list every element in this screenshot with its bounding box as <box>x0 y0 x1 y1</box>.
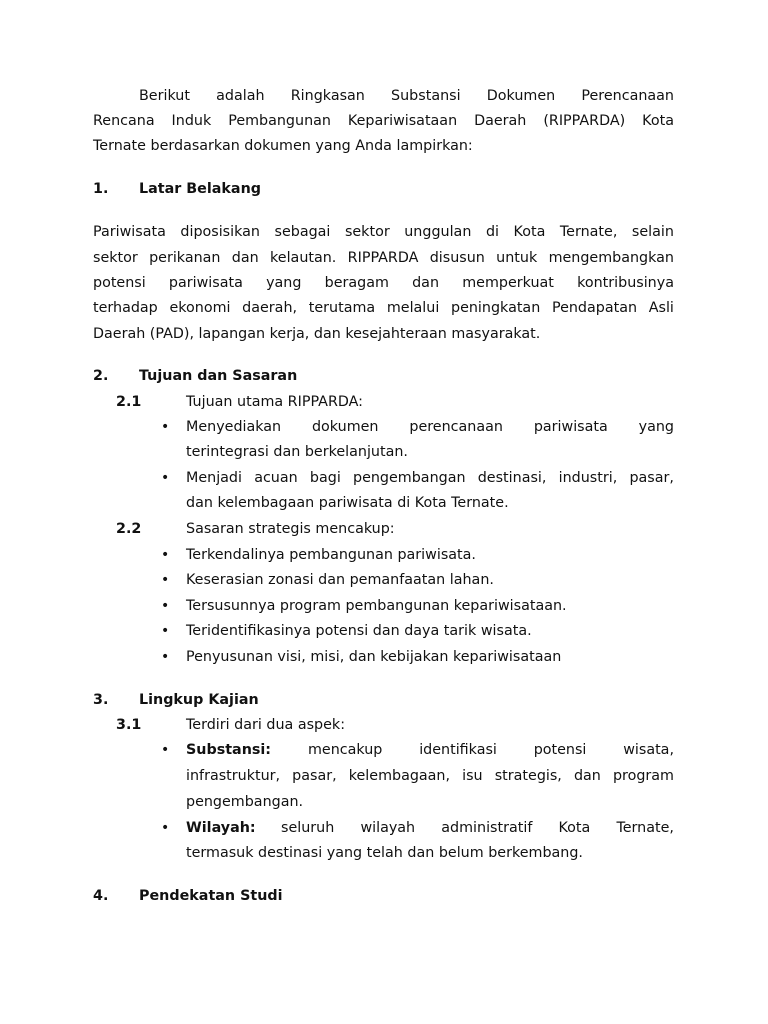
word: perikanan <box>149 250 221 266</box>
word: pengembangan <box>353 470 466 486</box>
word: destinasi, <box>477 470 547 486</box>
word: Kota <box>558 820 591 836</box>
word: daerah, <box>242 300 298 316</box>
word: melalui <box>386 300 440 316</box>
word: administratif <box>441 820 533 836</box>
word: acuan <box>254 470 298 486</box>
word: Substansi <box>391 88 461 104</box>
intro-line-1 <box>139 86 674 106</box>
word: ekonomi <box>169 300 231 316</box>
word: Dokumen <box>486 88 556 104</box>
word: kelembagaan, <box>348 768 451 784</box>
word: dan <box>573 768 601 784</box>
word: Kota <box>642 113 674 129</box>
bullet-icon: • <box>161 649 170 665</box>
word: dan <box>412 275 440 291</box>
word: Ternate, <box>559 224 618 240</box>
subsection-3-1-number: 3.1 <box>116 717 142 733</box>
word: dokumen <box>311 419 379 435</box>
word: terhadap <box>93 300 158 316</box>
word: dan <box>231 250 259 266</box>
subsection-3-1-label: Terdiri dari dua aspek: <box>186 717 346 733</box>
word: Asli <box>648 300 674 316</box>
word: Menjadi <box>186 470 242 486</box>
word: kelautan. <box>270 250 337 266</box>
word: terutama <box>308 300 376 316</box>
s3-bullet-2-line-1 <box>281 818 674 838</box>
word: sektor <box>344 224 390 240</box>
s1-paragraph-line-5: Daerah (PAD), lapangan kerja, dan kesejahteraan masyarakat. <box>93 326 541 342</box>
word: disusun <box>429 250 485 266</box>
s1-paragraph-line-4 <box>93 298 674 318</box>
word: kontribusinya <box>577 275 674 291</box>
s2-bullet-2-line-2: dan kelembagaan pariwisata di Kota Ternate. <box>186 495 509 511</box>
word: Rencana <box>93 113 155 129</box>
target-item: Terkendalinya pembangunan pariwisata. <box>186 547 476 563</box>
word: adalah <box>216 88 265 104</box>
s2-bullet-2-line-1 <box>186 468 674 488</box>
s3-bullet-1-line-3: pengembangan. <box>186 794 304 810</box>
word: Menyediakan <box>186 419 282 435</box>
word: RIPPARDA <box>347 250 419 266</box>
word: Pendapatan <box>551 300 638 316</box>
word: mencakup <box>308 742 383 758</box>
word: perencanaan <box>409 419 503 435</box>
word: Perencanaan <box>581 88 674 104</box>
word: strategis, <box>494 768 562 784</box>
s3-bullet-1-line-2 <box>186 766 674 786</box>
word: mengembangkan <box>548 250 674 266</box>
word: Kepariwisataan <box>347 113 458 129</box>
section-2-number: 2. <box>93 368 109 384</box>
s3-bullet-1-line-1 <box>308 740 674 760</box>
target-item: Teridentifikasinya potensi dan daya tarik wisata. <box>186 623 532 639</box>
word: program <box>612 768 674 784</box>
section-1-title: Latar Belakang <box>139 181 261 197</box>
word: pariwisata <box>168 275 243 291</box>
substansi-label: Substansi: <box>186 742 272 758</box>
word: potensi <box>533 742 587 758</box>
word: Ringkasan <box>290 88 365 104</box>
word: untuk <box>496 250 538 266</box>
bullet-icon: • <box>161 820 170 836</box>
word: pasar, <box>292 768 337 784</box>
word: potensi <box>93 275 146 291</box>
word: memperkuat <box>462 275 554 291</box>
section-4-title: Pendekatan Studi <box>139 888 283 904</box>
section-3-title: Lingkup Kajian <box>139 692 259 708</box>
word: beragam <box>324 275 389 291</box>
target-item: Penyusunan visi, misi, dan kebijakan kepariwisataan <box>186 649 562 665</box>
word: diposisikan <box>180 224 260 240</box>
s1-paragraph-line-3 <box>93 273 674 293</box>
word: yang <box>266 275 302 291</box>
section-3-number: 3. <box>93 692 109 708</box>
word: sektor <box>93 250 138 266</box>
s3-bullet-2-line-2: termasuk destinasi yang telah dan belum berkembang. <box>186 845 583 861</box>
target-item: Keserasian zonasi dan pemanfaatan lahan. <box>186 572 494 588</box>
subsection-2-1-label: Tujuan utama RIPPARDA: <box>186 394 363 410</box>
word: Pembangunan <box>228 113 331 129</box>
word: isu <box>462 768 483 784</box>
word: identifikasi <box>419 742 497 758</box>
subsection-2-2-number: 2.2 <box>116 521 142 537</box>
word: wilayah <box>360 820 416 836</box>
word: infrastruktur, <box>186 768 281 784</box>
bullet-icon: • <box>161 572 170 588</box>
bullet-icon: • <box>161 598 170 614</box>
s1-paragraph-line-1 <box>93 222 674 242</box>
s1-paragraph-line-2 <box>93 248 674 268</box>
bullet-icon: • <box>161 623 170 639</box>
word: Pariwisata <box>93 224 166 240</box>
word: Kota <box>513 224 546 240</box>
word: seluruh <box>281 820 335 836</box>
word: Induk <box>171 113 212 129</box>
bullet-icon: • <box>161 742 170 758</box>
word: Berikut <box>139 88 190 104</box>
bullet-icon: • <box>161 470 170 486</box>
intro-line-2 <box>93 111 674 131</box>
wilayah-label: Wilayah: <box>186 820 256 836</box>
word: wisata, <box>623 742 674 758</box>
word: peningkatan <box>451 300 541 316</box>
section-4-number: 4. <box>93 888 109 904</box>
word: selain <box>631 224 674 240</box>
s2-bullet-1-line-1 <box>186 417 674 437</box>
subsection-2-1-number: 2.1 <box>116 394 142 410</box>
section-1-number: 1. <box>93 181 109 197</box>
word: yang <box>638 419 674 435</box>
word: Ternate, <box>616 820 674 836</box>
word: sebagai <box>274 224 331 240</box>
word: di <box>485 224 499 240</box>
word: pariwisata <box>533 419 608 435</box>
s2-bullet-1-line-2: terintegrasi dan berkelanjutan. <box>186 444 408 460</box>
word: Daerah <box>474 113 527 129</box>
word: pasar, <box>629 470 674 486</box>
section-2-title: Tujuan dan Sasaran <box>139 368 298 384</box>
subsection-2-2-label: Sasaran strategis mencakup: <box>186 521 395 537</box>
word: bagi <box>309 470 341 486</box>
bullet-icon: • <box>161 547 170 563</box>
target-item: Tersusunnya program pembangunan kepariwisataan. <box>186 598 567 614</box>
word: (RIPPARDA) <box>543 113 626 129</box>
bullet-icon: • <box>161 419 170 435</box>
word: industri, <box>558 470 618 486</box>
word: unggulan <box>404 224 472 240</box>
intro-line-3: Ternate berdasarkan dokumen yang Anda lampirkan: <box>93 138 473 154</box>
